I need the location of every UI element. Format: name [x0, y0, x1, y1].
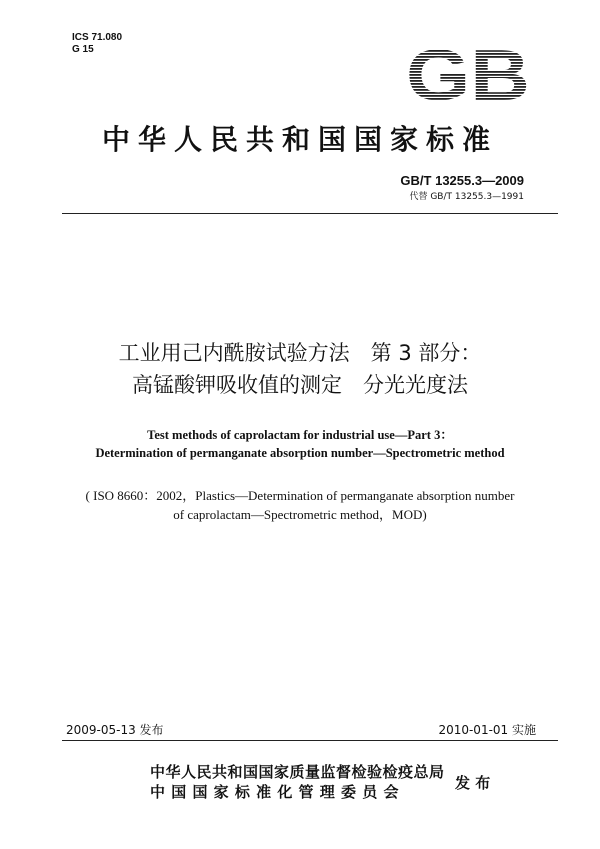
- logo-text: GB: [406, 44, 530, 104]
- ccs-code: G 15: [72, 44, 94, 55]
- english-title-line-1: Test methods of caprolactam for industrial use—Part 3：: [147, 428, 453, 442]
- issue-date: 2009-05-13 发布: [66, 723, 164, 737]
- implementation-date: 2010-01-01 实施: [438, 723, 536, 737]
- ics-code: ICS 71.080: [72, 32, 123, 43]
- issuer-aqsiq: 中华人民共和国国家质量监督检验检疫总局: [150, 763, 445, 781]
- chinese-title-line-2: 高锰酸钾吸收值的测定 分光光度法: [132, 373, 468, 397]
- iso-reference-line-1: ( ISO 8660：2002，Plastics—Determination of permanganate absorption number: [85, 488, 515, 503]
- replaces-note: 代替 GB/T 13255.3—1991: [409, 192, 524, 202]
- page-title: 中华人民共和国国家标准: [101, 123, 498, 156]
- iso-reference-line-2: of caprolactam—Spectrometric method，MOD): [173, 507, 427, 522]
- header-divider: [62, 213, 558, 214]
- english-title-line-2: Determination of permanganate absorption number—Spectrometric method: [95, 446, 505, 460]
- footer-divider: [62, 740, 558, 741]
- chinese-title-line-1: 工业用己内酰胺试验方法 第 3 部分：: [118, 341, 482, 365]
- issuer-sac: 中 国 国 家 标 准 化 管 理 委 员 会: [150, 783, 399, 801]
- issued-label: 发 布: [455, 774, 491, 792]
- standard-number: GB/T 13255.3—2009: [400, 173, 524, 188]
- gb-logo: [404, 44, 532, 104]
